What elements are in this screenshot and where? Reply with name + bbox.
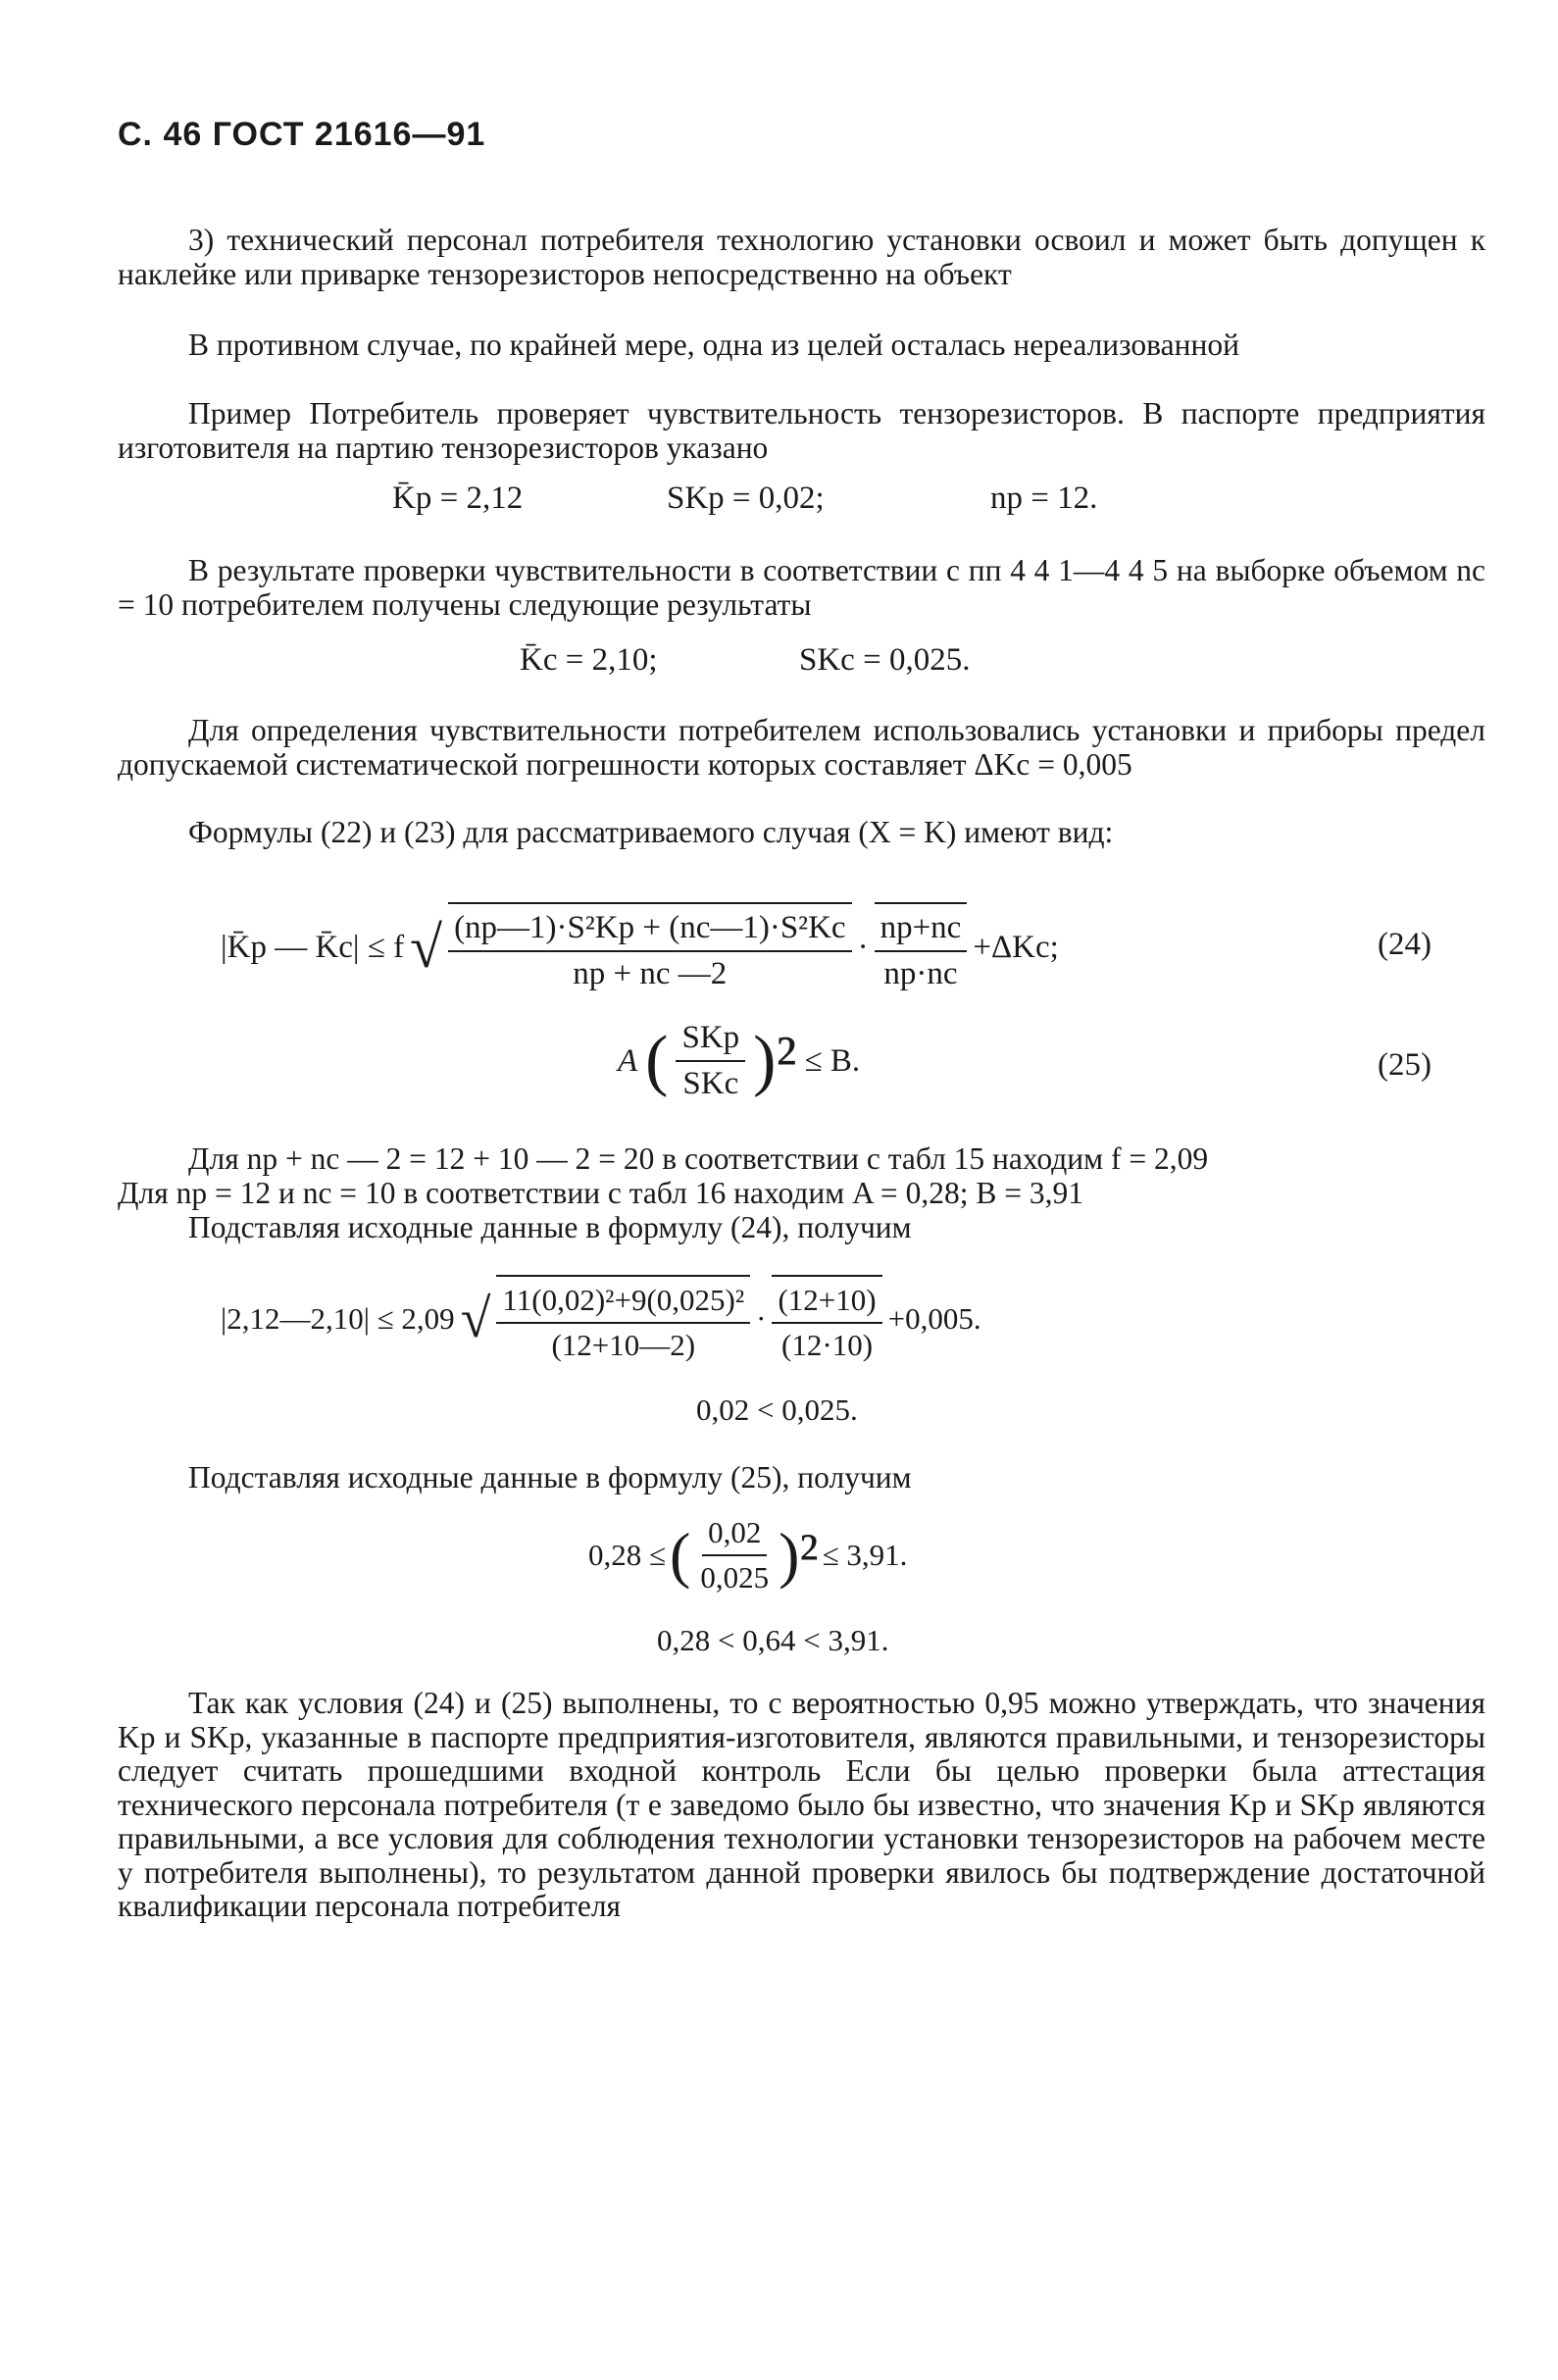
eq24-tail: +ΔKс;	[973, 929, 1059, 965]
eq25-number: (25)	[1378, 1047, 1432, 1083]
paragraph-3: Пример Потребитель проверяет чувствительность тензорезисторов. В паспорте предприятия изготовителя на партию тензорезисторов указано	[118, 396, 1485, 465]
eq24-frac2	[875, 902, 968, 992]
sub24-num1: 11(0,02)²+9(0,025)²	[496, 1283, 750, 1324]
equation-skp: SKр = 0,02;	[667, 481, 825, 516]
paragraph-11: Так как условия (24) и (25) выполнены, то с вероятностью 0,95 можно утверждать, что значения Kр и SKр, указанные в паспорте предприятия-изготовителя, являются правильными, и тензорезисторы следует считать прошедшими входной контроль Если бы целью проверки была аттестация технического персонала потребителя (т е заведомо было бы известно, что значения Kр и SKр являются правильными, а все условия для соблюдения технологии установки тензорезисторов на рабочем месте у потребителя выполнены), то результатом данной проверки явилось бы подтверждение достаточной квалификации персонала потребителя	[118, 1686, 1485, 1923]
left-paren: (	[670, 1520, 691, 1590]
equation-np: nр = 12.	[990, 481, 1098, 516]
paragraph-2: В противном случае, по крайней мере, одна из целей осталась нереализованной	[188, 328, 1239, 362]
page-header: С. 46 ГОСТ 21616—91	[118, 116, 486, 153]
equation-skc: SKс = 0,025.	[799, 642, 971, 678]
eq25-tail: ≤ B.	[804, 1042, 861, 1079]
sub25-result: 0,28 < 0,64 < 3,91.	[657, 1623, 889, 1657]
eq24-dot: ·	[857, 929, 869, 965]
right-paren: )²	[779, 1520, 819, 1590]
sub25-num: 0,02	[702, 1515, 767, 1556]
equation-kp: K̄р = 2,12	[392, 481, 524, 516]
paragraph-1: 3) технический персонал потребителя технологию установки освоил и может быть допущен к наклейке или приварке тензорезисторов непосредственно на объект	[118, 223, 1485, 291]
eq24-lhs: |K̄р — K̄с| ≤ f	[221, 929, 405, 965]
equation-kc: K̄с = 2,10;	[520, 642, 658, 678]
left-paren: (	[645, 1023, 669, 1098]
eq24-den1: nр + nс —2	[573, 956, 728, 991]
sub24-lhs: |2,12—2,10| ≤ 2,09	[221, 1301, 455, 1336]
sub24-den1: (12+10—2)	[551, 1328, 696, 1362]
sub24-result: 0,02 < 0,025.	[696, 1393, 858, 1427]
substitution-24	[221, 1275, 981, 1363]
eq24-num1: (nр—1)·S²Kр + (nс—1)·S²Kс	[448, 910, 852, 952]
eq24-frac1	[448, 902, 852, 992]
substitution-25	[588, 1515, 907, 1595]
paragraph-10: Подставляя исходные данные в формулу (25), получим	[188, 1460, 912, 1494]
paragraph-9: Подставляя исходные данные в формулу (24), получим	[188, 1210, 912, 1244]
sub25-lhs: 0,28 ≤	[588, 1538, 667, 1572]
eq24-number: (24)	[1378, 927, 1432, 962]
sub24-frac1	[496, 1275, 750, 1363]
sub24-frac2	[772, 1275, 881, 1363]
right-paren: )²	[753, 1023, 797, 1098]
paragraph-4: В результате проверки чувствительности в соответствии с пп 4 4 1—4 4 5 на выборке объемом nc = 10 потребителем получены следующие результаты	[118, 553, 1485, 622]
equation-24	[221, 902, 1059, 992]
sub24-dot: ·	[756, 1301, 767, 1336]
eq24-num2: nр+nс	[875, 910, 968, 952]
eq25-a: A	[618, 1042, 638, 1079]
sub24-tail: +0,005.	[887, 1301, 981, 1336]
sqrt-sign: √	[410, 915, 443, 980]
eq25-den: SKс	[682, 1066, 739, 1101]
sub25-frac	[694, 1515, 775, 1595]
paragraph-7: Для nр + nс — 2 = 12 + 10 — 2 = 20 в соответствии с табл 15 находим f = 2,09	[188, 1141, 1209, 1176]
eq25-frac	[676, 1020, 745, 1102]
sqrt-sign: √	[460, 1289, 491, 1349]
paragraph-8: Для nр = 12 и nс = 10 в соответствии с табл 16 находим A = 0,28; B = 3,91	[118, 1176, 1083, 1210]
paragraph-5: Для определения чувствительности потребителем использовались установки и приборы предел допускаемой систематической погрешности которых составляет ΔKc = 0,005	[118, 713, 1485, 782]
sub24-num2: (12+10)	[772, 1283, 881, 1324]
sub24-den2: (12·10)	[781, 1328, 874, 1362]
eq24-den2: nр·nс	[883, 956, 958, 991]
eq25-num: SKр	[676, 1020, 745, 1062]
paragraph-6: Формулы (22) и (23) для рассматриваемого случая (X = K) имеют вид:	[188, 815, 1114, 849]
sub25-den: 0,025	[700, 1560, 770, 1595]
equation-25	[618, 1020, 860, 1102]
sub25-tail: ≤ 3,91.	[822, 1538, 908, 1572]
